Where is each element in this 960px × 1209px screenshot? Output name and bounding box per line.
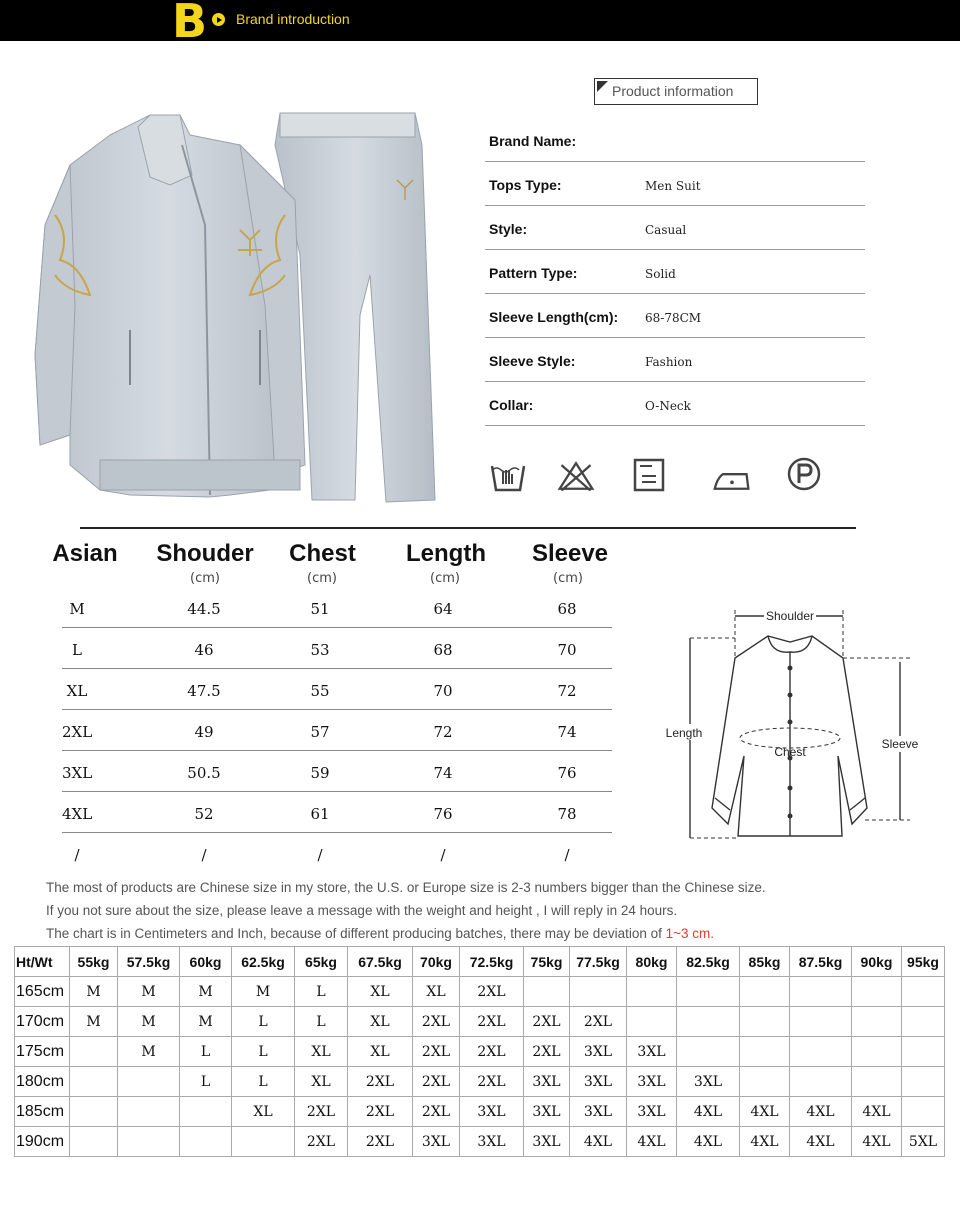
weight-header: 95kg <box>902 947 945 977</box>
weight-header: 60kg <box>180 947 232 977</box>
fit-chart-header-row <box>15 947 945 977</box>
tumble-dry-icon <box>630 456 670 496</box>
size-row <box>62 792 612 833</box>
fit-chart-row <box>15 977 945 1007</box>
size-cell: 59 <box>310 764 330 782</box>
note-text: The chart is in Centimeters and Inch, because of different producing batches, there may be deviation of <box>46 926 666 941</box>
fit-size-cell <box>902 1037 945 1067</box>
fit-size-cell: 2XL <box>348 1127 413 1157</box>
size-cell: 53 <box>310 641 330 659</box>
size-cell: 74 <box>433 764 453 782</box>
fit-size-cell <box>627 1007 677 1037</box>
fit-size-cell: 4XL <box>570 1127 627 1157</box>
fit-size-cell: L <box>180 1037 232 1067</box>
fit-size-cell: 3XL <box>524 1097 570 1127</box>
height-label: 180cm <box>15 1067 70 1097</box>
fit-size-cell: M <box>180 1007 232 1037</box>
size-cell: 3XL <box>62 764 93 782</box>
fit-size-cell: L <box>232 1007 295 1037</box>
info-value: Solid <box>645 267 676 281</box>
fit-size-cell: 4XL <box>677 1097 740 1127</box>
note-line: If you not sure about the size, please leave a message with the weight and height , I will reply in 24 hours. <box>46 903 678 918</box>
size-cell: 78 <box>557 805 577 823</box>
fit-size-cell: 2XL <box>413 1097 460 1127</box>
fit-size-cell <box>118 1067 180 1097</box>
fit-chart-row <box>15 1037 945 1067</box>
size-cell: 49 <box>194 723 214 741</box>
weight-header: 62.5kg <box>232 947 295 977</box>
weight-header: 77.5kg <box>570 947 627 977</box>
info-row <box>485 294 865 338</box>
info-value: O-Neck <box>645 399 691 413</box>
fit-size-cell: 2XL <box>413 1067 460 1097</box>
weight-header: 82.5kg <box>677 947 740 977</box>
fit-size-cell <box>70 1127 118 1157</box>
fit-size-cell: XL <box>295 1037 348 1067</box>
fit-chart-table <box>14 946 945 1157</box>
fit-size-cell <box>118 1097 180 1127</box>
iron-icon <box>712 456 752 496</box>
size-unit: (cm) <box>307 571 337 586</box>
fit-size-cell <box>740 1037 790 1067</box>
diagram-shoulder-label: Shoulder <box>765 609 815 623</box>
info-row <box>485 162 865 206</box>
fit-size-cell: 4XL <box>740 1127 790 1157</box>
info-key: Sleeve Length(cm): <box>489 309 619 325</box>
fit-size-cell: 2XL <box>295 1127 348 1157</box>
size-cell: 51 <box>310 600 330 618</box>
fit-size-cell <box>790 1067 852 1097</box>
product-info-title <box>594 78 758 105</box>
fit-size-cell: 2XL <box>295 1097 348 1127</box>
fit-size-cell: 2XL <box>460 1037 524 1067</box>
fit-size-cell <box>902 1007 945 1037</box>
fit-size-cell: XL <box>348 1037 413 1067</box>
fit-size-cell: 5XL <box>902 1127 945 1157</box>
size-cell: 72 <box>557 682 577 700</box>
fit-size-cell: 3XL <box>677 1067 740 1097</box>
corner-mark-icon <box>597 81 608 92</box>
fit-size-cell: L <box>180 1067 232 1097</box>
info-key: Collar: <box>489 397 534 413</box>
fit-size-cell: M <box>70 977 118 1007</box>
fit-size-cell: XL <box>348 977 413 1007</box>
size-cell: 74 <box>557 723 577 741</box>
fit-size-cell: 2XL <box>413 1007 460 1037</box>
fit-size-cell: 4XL <box>790 1097 852 1127</box>
fit-size-cell <box>524 977 570 1007</box>
size-row <box>62 628 612 669</box>
fit-size-cell: 4XL <box>852 1097 902 1127</box>
info-key: Style: <box>489 221 528 237</box>
size-header: Shouder <box>156 540 254 567</box>
fit-size-cell: 2XL <box>413 1037 460 1067</box>
fit-size-cell <box>740 1007 790 1037</box>
do-not-bleach-icon <box>556 456 596 496</box>
size-cell: / <box>74 846 80 864</box>
fit-size-cell: M <box>180 977 232 1007</box>
size-row <box>62 833 612 874</box>
weight-header: 57.5kg <box>118 947 180 977</box>
size-cell: / <box>564 846 570 864</box>
diagram-sleeve-label: Sleeve <box>881 737 919 751</box>
size-cell: 50.5 <box>187 764 221 782</box>
fit-chart-corner: Ht/Wt <box>15 947 70 977</box>
fit-size-cell: L <box>295 977 348 1007</box>
info-value: Fashion <box>645 355 693 369</box>
note-line <box>46 922 766 945</box>
fit-size-cell <box>180 1097 232 1127</box>
info-key: Pattern Type: <box>489 265 578 281</box>
fit-size-cell <box>852 1037 902 1067</box>
fit-size-cell: XL <box>413 977 460 1007</box>
hand-wash-icon <box>488 456 528 496</box>
size-cell: 57 <box>310 723 330 741</box>
size-cell: 70 <box>433 682 453 700</box>
fit-size-cell <box>740 1067 790 1097</box>
fit-chart-row <box>15 1007 945 1037</box>
fit-size-cell <box>902 1097 945 1127</box>
info-row <box>485 338 865 382</box>
size-cell: 76 <box>433 805 453 823</box>
fit-size-cell: L <box>232 1037 295 1067</box>
size-cell: M <box>69 600 85 618</box>
size-cell: 46 <box>194 641 214 659</box>
fit-size-cell <box>180 1127 232 1157</box>
size-row <box>62 669 612 710</box>
height-label: 165cm <box>15 977 70 1007</box>
fit-size-cell <box>790 977 852 1007</box>
fit-size-cell: 4XL <box>677 1127 740 1157</box>
product-info-table <box>485 118 865 426</box>
size-unit: (cm) <box>190 571 220 586</box>
fit-size-cell: XL <box>295 1067 348 1097</box>
size-header: Sleeve <box>531 540 609 567</box>
fit-size-cell: 3XL <box>413 1127 460 1157</box>
measurement-diagram <box>660 598 925 848</box>
weight-header: 87.5kg <box>790 947 852 977</box>
fit-size-cell: 3XL <box>570 1067 627 1097</box>
fit-size-cell: 4XL <box>790 1127 852 1157</box>
size-cell: 64 <box>433 600 453 618</box>
fit-chart-row <box>15 1127 945 1157</box>
fit-size-cell <box>570 977 627 1007</box>
fit-size-cell <box>902 977 945 1007</box>
height-label: 175cm <box>15 1037 70 1067</box>
fit-size-cell <box>740 977 790 1007</box>
fit-size-cell: 2XL <box>570 1007 627 1037</box>
fit-size-cell: 2XL <box>460 1067 524 1097</box>
fit-size-cell: L <box>295 1007 348 1037</box>
size-cell: 47.5 <box>187 682 221 700</box>
header-letter: B <box>172 0 208 48</box>
fit-size-cell <box>852 977 902 1007</box>
size-cell: 76 <box>557 764 577 782</box>
size-cell: 68 <box>433 641 453 659</box>
fit-size-cell: 2XL <box>460 1007 524 1037</box>
info-value: Casual <box>645 223 687 237</box>
fit-size-cell <box>677 1007 740 1037</box>
weight-header: 70kg <box>413 947 460 977</box>
diagram-chest-label: Chest <box>774 745 806 759</box>
info-row <box>485 206 865 250</box>
fit-size-cell: 2XL <box>348 1097 413 1127</box>
fit-size-cell: 3XL <box>570 1097 627 1127</box>
fit-size-cell: 3XL <box>627 1037 677 1067</box>
fit-size-cell <box>677 1037 740 1067</box>
size-row <box>62 587 612 628</box>
fit-size-cell <box>627 977 677 1007</box>
fit-size-cell: L <box>232 1067 295 1097</box>
deviation-highlight: 1~3 cm. <box>665 926 715 941</box>
size-unit: (cm) <box>430 571 460 586</box>
weight-header: 85kg <box>740 947 790 977</box>
height-label: 190cm <box>15 1127 70 1157</box>
fit-size-cell <box>232 1127 295 1157</box>
dry-clean-p-icon <box>785 456 825 496</box>
fit-size-cell: 2XL <box>524 1037 570 1067</box>
fit-size-cell: 3XL <box>627 1067 677 1097</box>
size-cell: 4XL <box>62 805 93 823</box>
fit-size-cell: 2XL <box>460 977 524 1007</box>
play-icon <box>212 13 225 26</box>
info-row <box>485 118 865 162</box>
weight-header: 65kg <box>295 947 348 977</box>
fit-size-cell <box>790 1007 852 1037</box>
size-cell: 55 <box>310 682 330 700</box>
header-bar <box>0 0 960 48</box>
size-header: Chest <box>289 540 356 567</box>
fit-size-cell <box>902 1067 945 1097</box>
fit-size-cell: XL <box>348 1007 413 1037</box>
fit-size-cell: M <box>118 977 180 1007</box>
fit-size-cell <box>852 1067 902 1097</box>
fit-size-cell: 3XL <box>524 1067 570 1097</box>
weight-header: 80kg <box>627 947 677 977</box>
size-header: Length <box>406 540 486 567</box>
weight-header: 75kg <box>524 947 570 977</box>
size-header: Asian <box>52 540 118 567</box>
fit-size-cell <box>790 1037 852 1067</box>
product-info-title-text: Product information <box>612 83 734 99</box>
fit-size-cell: 4XL <box>852 1127 902 1157</box>
fit-size-cell <box>852 1007 902 1037</box>
size-unit: (cm) <box>553 571 583 586</box>
size-cell: 61 <box>310 805 330 823</box>
info-key: Sleeve Style: <box>489 353 576 369</box>
fit-size-cell: 3XL <box>460 1127 524 1157</box>
size-cell: / <box>201 846 207 864</box>
height-label: 185cm <box>15 1097 70 1127</box>
fit-size-cell: 3XL <box>570 1037 627 1067</box>
info-value: Men Suit <box>645 179 701 193</box>
info-key: Brand Name: <box>489 133 577 149</box>
weight-header: 90kg <box>852 947 902 977</box>
fit-size-cell: M <box>70 1007 118 1037</box>
fit-size-cell: 4XL <box>627 1127 677 1157</box>
info-value: 68-78CM <box>645 311 702 325</box>
fit-size-cell: 2XL <box>348 1067 413 1097</box>
size-cell: / <box>440 846 446 864</box>
fit-chart-row <box>15 1067 945 1097</box>
fit-size-cell <box>70 1097 118 1127</box>
section-divider <box>80 527 856 529</box>
size-cell: 68 <box>557 600 577 618</box>
size-cell: 72 <box>433 723 453 741</box>
height-label: 170cm <box>15 1007 70 1037</box>
weight-header: 55kg <box>70 947 118 977</box>
fit-size-cell: M <box>118 1037 180 1067</box>
info-row <box>485 250 865 294</box>
note-line: The most of products are Chinese size in my store, the U.S. or Europe size is 2-3 numbers bigger than the Chinese size. <box>46 880 766 895</box>
size-cell: 52 <box>194 805 214 823</box>
fit-size-cell <box>70 1067 118 1097</box>
fit-size-cell <box>677 977 740 1007</box>
fit-size-cell: M <box>232 977 295 1007</box>
info-row <box>485 382 865 426</box>
diagram-length-label: Length <box>665 726 703 740</box>
info-key: Tops Type: <box>489 177 562 193</box>
fit-size-cell: XL <box>232 1097 295 1127</box>
fit-size-cell: 3XL <box>524 1127 570 1157</box>
size-notes <box>46 876 766 945</box>
weight-header: 72.5kg <box>460 947 524 977</box>
weight-header: 67.5kg <box>348 947 413 977</box>
fit-size-cell <box>118 1127 180 1157</box>
size-cell: 70 <box>557 641 577 659</box>
fit-size-cell: 4XL <box>740 1097 790 1127</box>
fit-size-cell: 3XL <box>627 1097 677 1127</box>
fit-size-cell <box>70 1037 118 1067</box>
size-cell: / <box>317 846 323 864</box>
fit-size-cell: M <box>118 1007 180 1037</box>
header-title: Brand introduction <box>236 11 350 27</box>
fit-chart-row <box>15 1097 945 1127</box>
fit-size-cell: 2XL <box>524 1007 570 1037</box>
size-cell: XL <box>66 682 88 700</box>
size-cell: L <box>72 641 82 659</box>
fit-size-cell: 3XL <box>460 1097 524 1127</box>
size-row <box>62 710 612 751</box>
size-cell: 44.5 <box>187 600 221 618</box>
product-image <box>30 105 450 505</box>
size-cell: 2XL <box>62 723 93 741</box>
size-row <box>62 751 612 792</box>
